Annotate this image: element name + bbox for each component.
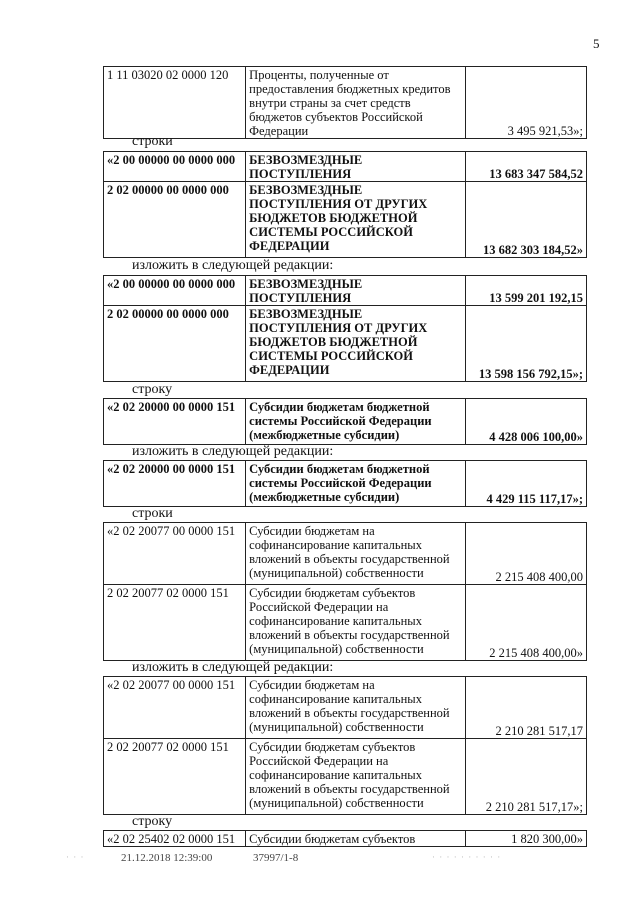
budget-name-cell: Субсидии бюджетам субъектов Российской Федерации на софинансирование капитальных вложений в объекты государственной (муниципальной) собственности (246, 739, 466, 815)
budget-amount-cell: 2 210 281 517,17 (465, 677, 586, 739)
budget-table (103, 66, 587, 139)
budget-name-cell: БЕЗВОЗМЕЗДНЫЕ ПОСТУПЛЕНИЯ ОТ ДРУГИХ БЮДЖЕТОВ БЮДЖЕТНОЙ СИСТЕМЫ РОССИЙСКОЙ ФЕДЕРАЦИИ (246, 306, 466, 382)
budget-name-cell: Субсидии бюджетам субъектов (246, 831, 466, 847)
budget-table (103, 676, 587, 815)
budget-code-cell: «2 00 00000 00 0000 000 (104, 152, 246, 182)
budget-amount-cell: 13 598 156 792,15»; (465, 306, 586, 382)
budget-amount-cell: 1 820 300,00» (465, 831, 586, 847)
page-number: 5 (593, 36, 600, 51)
budget-table (103, 830, 587, 847)
table-row (104, 276, 587, 306)
budget-name-cell: Субсидии бюджетам на софинансирование капитальных вложений в объекты государственной (муниципальной) собственности (246, 677, 466, 739)
budget-code-cell: 2 02 00000 00 0000 000 (104, 306, 246, 382)
table-row (104, 585, 587, 661)
budget-code-cell: «2 02 20077 00 0000 151 (104, 523, 246, 585)
budget-amount-cell: 3 495 921,53»; (465, 67, 586, 139)
budget-amount-cell: 13 682 303 184,52» (465, 182, 586, 258)
table-row (104, 182, 587, 258)
budget-code-cell: 2 02 20077 02 0000 151 (104, 585, 246, 661)
budget-amount-cell: 4 428 006 100,00» (465, 399, 586, 445)
table-row (104, 306, 587, 382)
footer-doc-number: 37997/1-8 (253, 852, 299, 864)
table-row (104, 461, 587, 507)
budget-code-cell: «2 00 00000 00 0000 000 (104, 276, 246, 306)
budget-name-cell: Проценты, полученные от предоставления бюджетных кредитов внутри страны за счет средств бюджетов субъектов Российской Федерации (246, 67, 466, 139)
budget-table (103, 398, 587, 445)
budget-table (103, 522, 587, 661)
budget-amount-cell: 13 599 201 192,15 (465, 276, 586, 306)
table-row (104, 523, 587, 585)
section-caption: строку (132, 382, 173, 397)
budget-amount-cell: 2 210 281 517,17»; (465, 739, 586, 815)
budget-code-cell: 2 02 20077 02 0000 151 (104, 739, 246, 815)
section-caption: строки (132, 134, 173, 149)
scan-noise-left: · · · (66, 852, 85, 862)
budget-code-cell: «2 02 20077 00 0000 151 (104, 677, 246, 739)
scan-noise-right: · · · · · · · · · · (432, 852, 502, 862)
budget-name-cell: БЕЗВОЗМЕЗДНЫЕ ПОСТУПЛЕНИЯ (246, 276, 466, 306)
footer-timestamp: 21.12.2018 12:39:00 (121, 852, 213, 864)
budget-table (103, 460, 587, 507)
table-row (104, 152, 587, 182)
section-caption: изложить в следующей редакции: (132, 660, 334, 675)
budget-code-cell: 2 02 00000 00 0000 000 (104, 182, 246, 258)
table-row (104, 739, 587, 815)
section-caption: изложить в следующей редакции: (132, 444, 334, 459)
budget-name-cell: БЕЗВОЗМЕЗДНЫЕ ПОСТУПЛЕНИЯ (246, 152, 466, 182)
budget-table (103, 275, 587, 382)
budget-table (103, 151, 587, 258)
budget-name-cell: Субсидии бюджетам на софинансирование капитальных вложений в объекты государственной (муниципальной) собственности (246, 523, 466, 585)
table-row (104, 831, 587, 847)
table-row (104, 677, 587, 739)
budget-code-cell: «2 02 20000 00 0000 151 (104, 461, 246, 507)
budget-code-cell: 1 11 03020 02 0000 120 (104, 67, 246, 139)
section-caption: строки (132, 506, 173, 521)
section-caption: изложить в следующей редакции: (132, 258, 334, 273)
budget-name-cell: Субсидии бюджетам бюджетной системы Российской Федерации (межбюджетные субсидии) (246, 461, 466, 507)
budget-name-cell: Субсидии бюджетам бюджетной системы Российской Федерации (межбюджетные субсидии) (246, 399, 466, 445)
budget-amount-cell: 4 429 115 117,17»; (465, 461, 586, 507)
budget-code-cell: «2 02 20000 00 0000 151 (104, 399, 246, 445)
table-row (104, 399, 587, 445)
budget-amount-cell: 2 215 408 400,00 (465, 523, 586, 585)
table-row (104, 67, 587, 139)
budget-name-cell: БЕЗВОЗМЕЗДНЫЕ ПОСТУПЛЕНИЯ ОТ ДРУГИХ БЮДЖЕТОВ БЮДЖЕТНОЙ СИСТЕМЫ РОССИЙСКОЙ ФЕДЕРАЦИИ (246, 182, 466, 258)
budget-amount-cell: 13 683 347 584,52 (465, 152, 586, 182)
budget-name-cell: Субсидии бюджетам субъектов Российской Федерации на софинансирование капитальных вложений в объекты государственной (муниципальной) собственности (246, 585, 466, 661)
budget-code-cell: «2 02 25402 02 0000 151 (104, 831, 246, 847)
budget-amount-cell: 2 215 408 400,00» (465, 585, 586, 661)
section-caption: строку (132, 814, 173, 829)
